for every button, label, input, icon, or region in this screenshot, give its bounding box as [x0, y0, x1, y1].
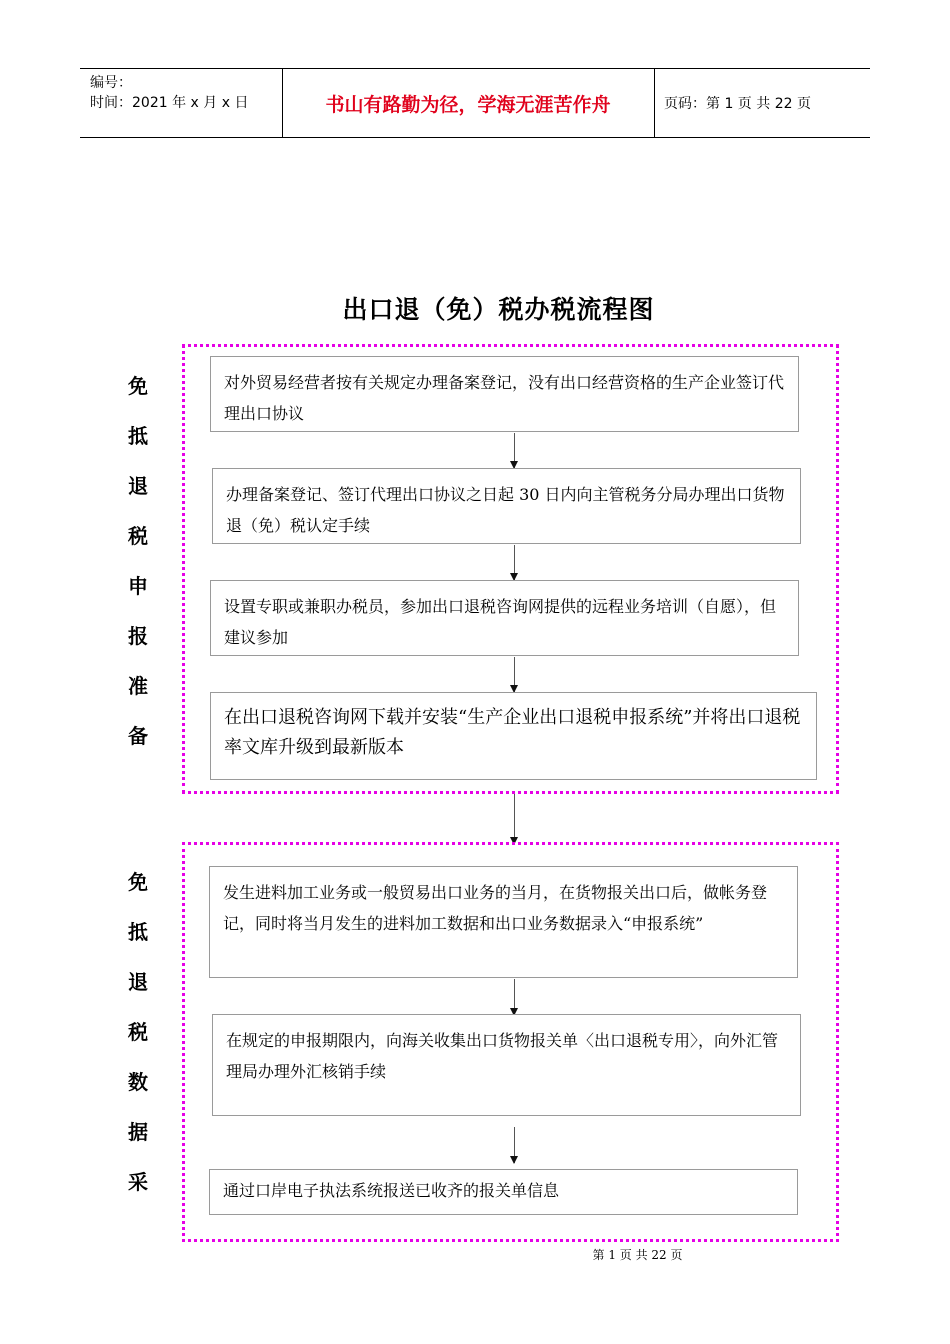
flow-step: 在出口退税咨询网下载并安装“生产企业出口退税申报系统”并将出口退税率文库升级到最新版本 — [210, 692, 817, 780]
label-char: 申 — [128, 574, 148, 598]
header-meta — [90, 73, 248, 113]
flow-arrow — [514, 433, 515, 468]
flow-arrow — [514, 1127, 515, 1163]
label-char: 据 — [128, 1120, 148, 1144]
page-title: 出口退（免）税办税流程图 — [342, 295, 655, 324]
flow-step: 发生进料加工业务或一般贸易出口业务的当月，在货物报关出口后，做帐务登记，同时将当月发生的进料加工数据和出口业务数据录入“申报系统” — [209, 866, 798, 978]
flow-arrow — [514, 794, 515, 844]
flow-step: 在规定的申报期限内，向海关收集出口货物报关单〈出口退税专用〉，向外汇管理局办理外汇核销手续 — [212, 1014, 801, 1116]
header-page-info: 页码：第 1 页 共 22 页 — [664, 96, 811, 112]
section-label-preparation — [126, 374, 150, 774]
label-char: 备 — [128, 724, 148, 748]
header-motto: 书山有路勤为径，学海无涯苦作舟 — [325, 93, 611, 116]
label-char: 免 — [128, 870, 148, 894]
label-char: 税 — [128, 1020, 148, 1044]
label-char: 抵 — [128, 424, 148, 448]
document-header — [80, 68, 870, 138]
code-label: 编号： — [90, 75, 132, 91]
label-char: 数 — [128, 1070, 148, 1094]
label-char: 报 — [128, 624, 148, 648]
section-label-data-collection — [126, 870, 150, 1220]
label-char: 准 — [128, 674, 148, 698]
label-char: 抵 — [128, 920, 148, 944]
flow-step: 通过口岸电子执法系统报送已收齐的报关单信息 — [209, 1169, 798, 1215]
flow-arrow — [514, 657, 515, 692]
label-char: 采 — [128, 1170, 148, 1194]
flow-step: 对外贸易经营者按有关规定办理备案登记，没有出口经营资格的生产企业签订代理出口协议 — [210, 356, 799, 432]
flow-step: 设置专职或兼职办税员，参加出口退税咨询网提供的远程业务培训（自愿），但建议参加 — [210, 580, 799, 656]
flow-arrow — [514, 545, 515, 580]
flow-step: 办理备案登记、签订代理出口协议之日起 30 日内向主管税务分局办理出口货物退（免）税认定手续 — [212, 468, 801, 544]
label-char: 退 — [128, 970, 148, 994]
label-char: 退 — [128, 474, 148, 498]
label-char: 税 — [128, 524, 148, 548]
time-label: 时间：2021 年 x 月 x 日 — [90, 95, 249, 111]
header-divider — [654, 69, 655, 137]
label-char: 免 — [128, 374, 148, 398]
page-footer: 第 1 页 共 22 页 — [592, 1248, 683, 1262]
flow-arrow — [514, 979, 515, 1015]
